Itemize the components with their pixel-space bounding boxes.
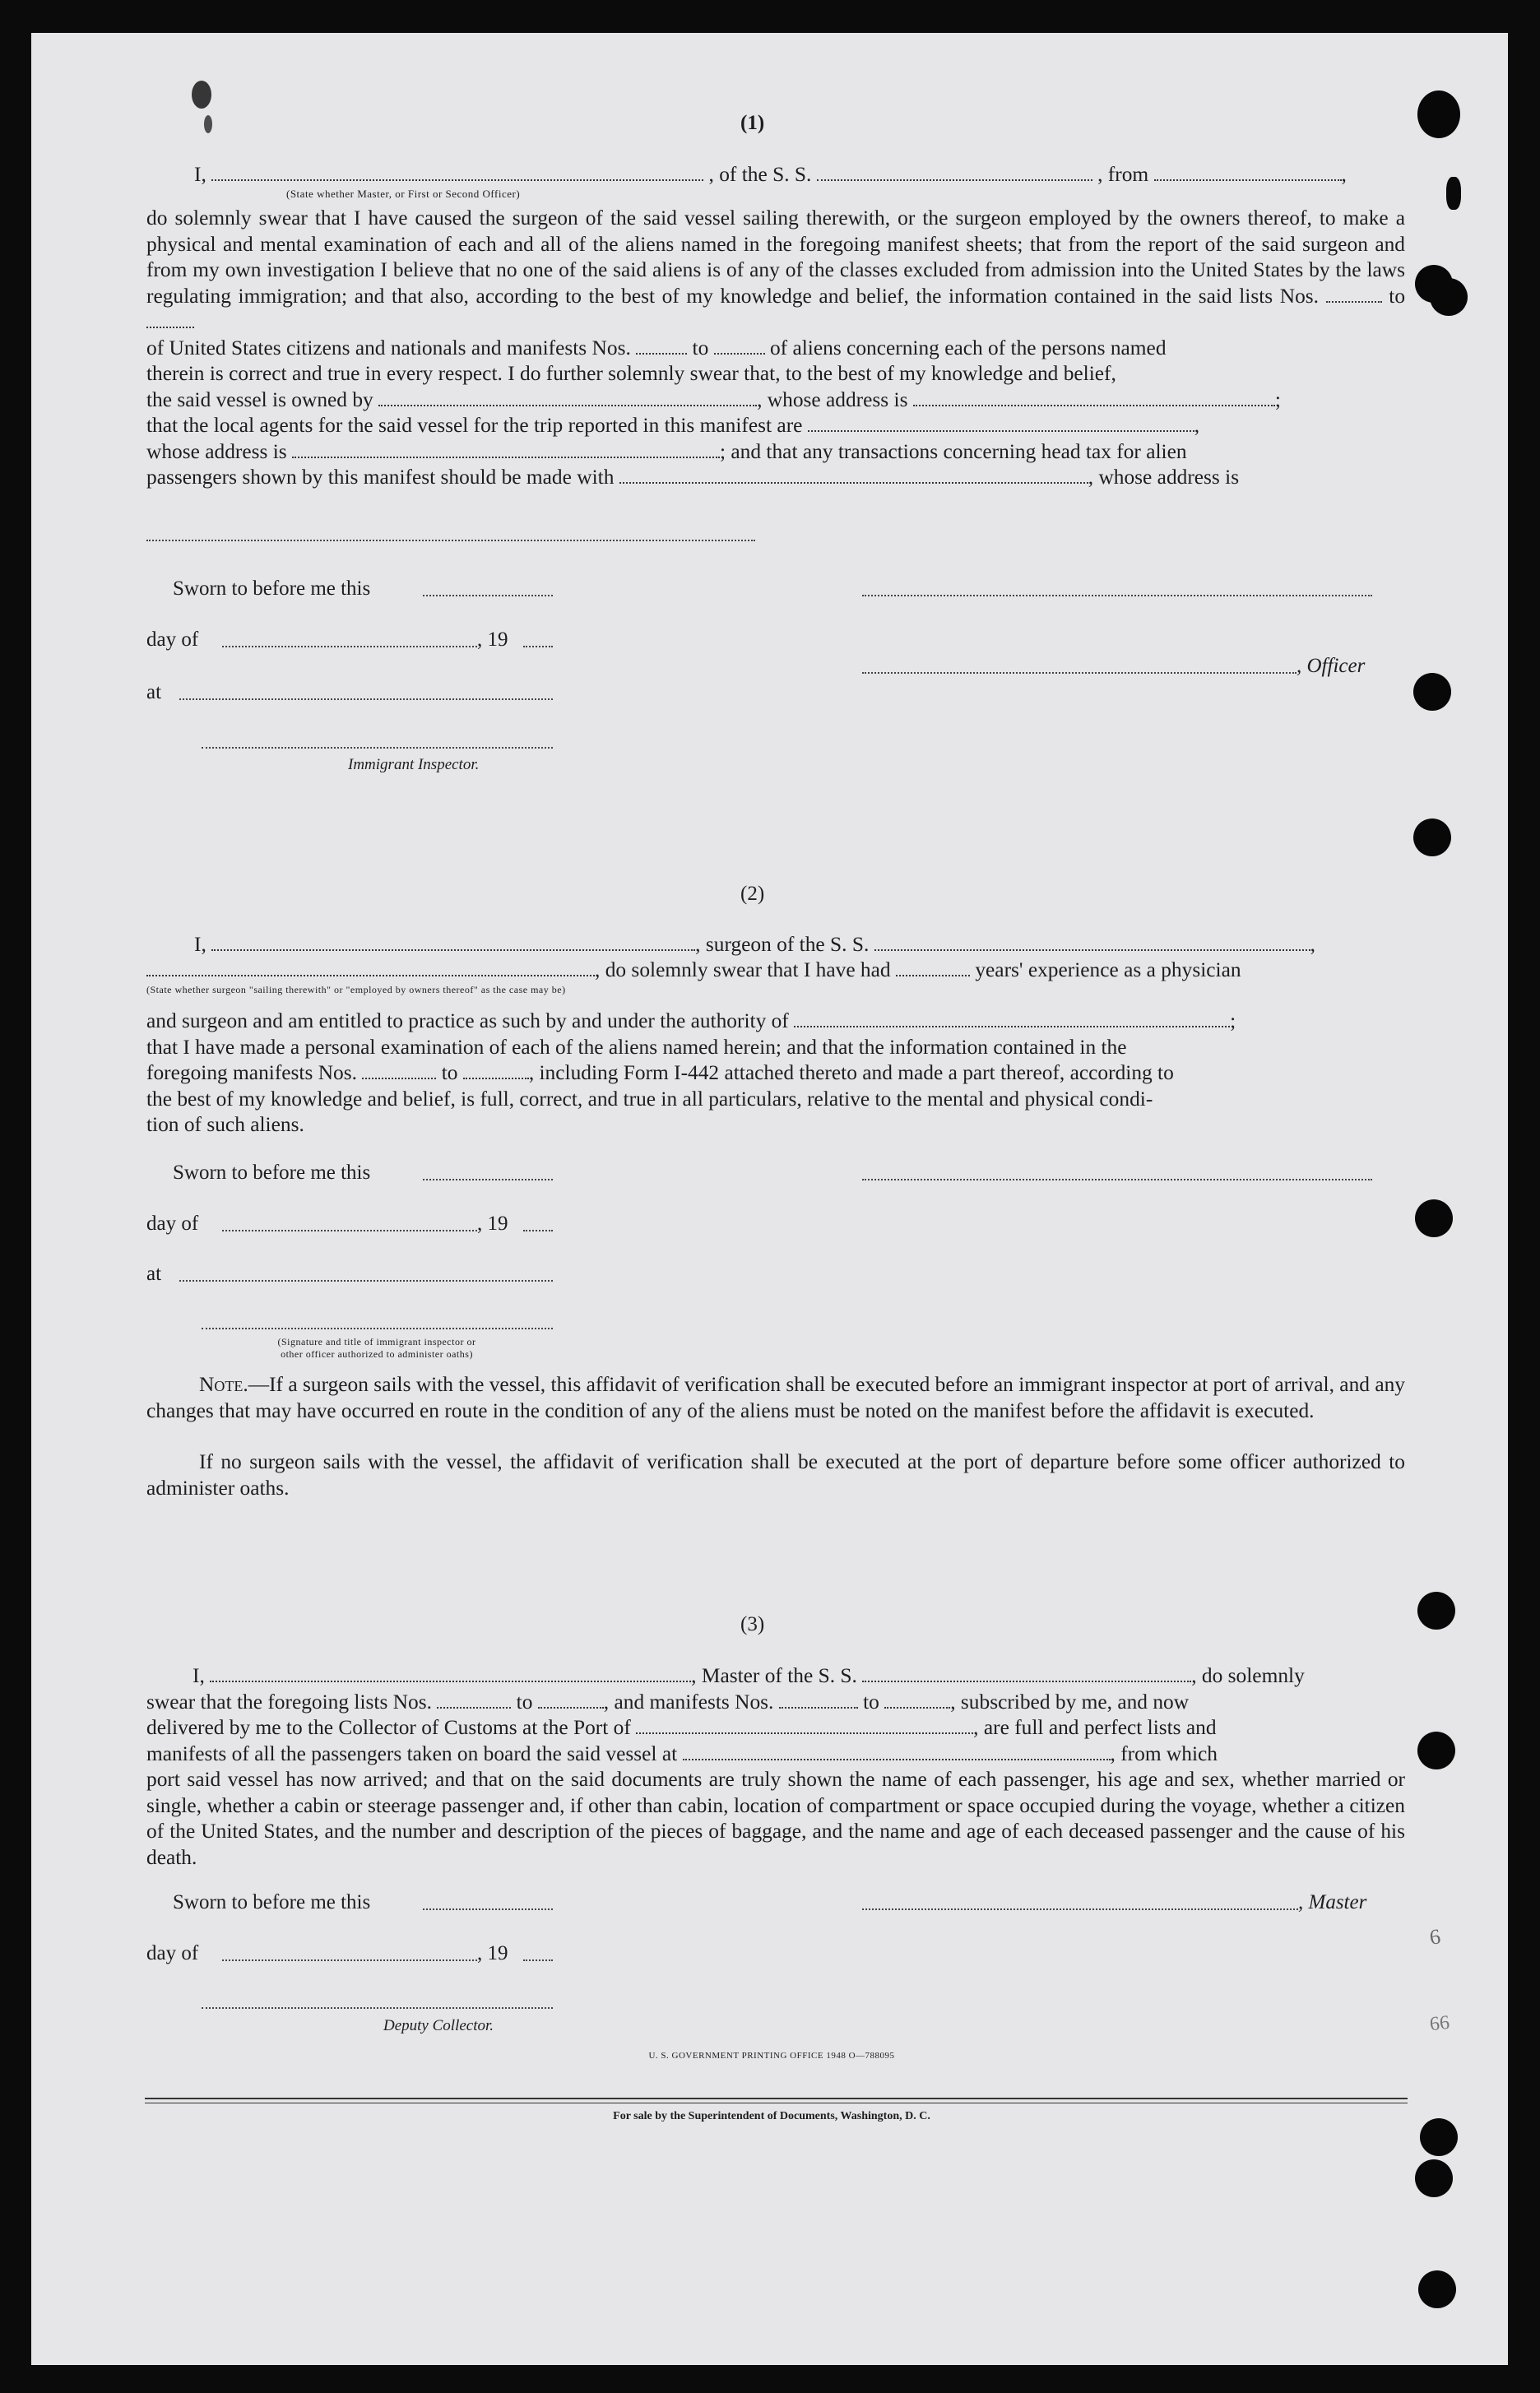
s2-to: to bbox=[441, 1061, 458, 1084]
s1-officer-name-field[interactable] bbox=[211, 174, 703, 181]
s2-state-note: (State whether surgeon "sailing therewith" or "employed by owners thereof" as the case may be) bbox=[146, 984, 566, 995]
s1-comma: , bbox=[1194, 414, 1200, 437]
s1-officer-signature-field[interactable] bbox=[862, 595, 1372, 596]
s3-from-which: , from which bbox=[1110, 1741, 1218, 1765]
s3-body-text: port said vessel has now arrived; and that on the said documents are truly shown the name of each passenger, his age and sex, whether married or single, whether a cabin or steerage passenger and, if other than cabin, location of compartment or space occupied during the voyage, whether a citizen of the United States, and the number and description of the pieces of baggage, and the name and age of each deceased passenger and the cause of his death. bbox=[146, 1768, 1405, 1869]
binder-hole bbox=[1430, 278, 1468, 316]
s1-oath-body bbox=[146, 206, 1405, 491]
s1-agents-field[interactable] bbox=[808, 425, 1194, 432]
s3-do-solemnly: , do solemnly bbox=[1191, 1664, 1305, 1687]
s3-i: I, bbox=[192, 1664, 205, 1687]
s3-delivered: delivered by me to the Collector of Customs at the Port of bbox=[146, 1716, 631, 1739]
s3-day-of: day of bbox=[146, 1942, 199, 1964]
s1-to1: to bbox=[1389, 284, 1406, 308]
s3-master-name-field[interactable] bbox=[210, 1676, 691, 1682]
s3-and-manifests: , and manifests Nos. bbox=[603, 1690, 774, 1714]
s1-address-continuation-field[interactable] bbox=[146, 540, 755, 541]
s1-year: , 19 bbox=[477, 628, 508, 651]
s2-manifests-to-field[interactable] bbox=[463, 1073, 529, 1079]
s3-embark-port-field[interactable] bbox=[683, 1754, 1111, 1760]
s2-vessel-field[interactable] bbox=[874, 944, 1310, 951]
s1-inspector-label: Immigrant Inspector. bbox=[348, 756, 480, 773]
s2-i: I, bbox=[194, 933, 206, 956]
s1-body3: therein is correct and true in every respect. I do further solemnly swear that, to the best of my knowledge and belief, bbox=[146, 362, 1116, 385]
s3-year-field[interactable] bbox=[523, 1959, 553, 1961]
s1-sworn: Sworn to before me this bbox=[173, 577, 371, 600]
s2-experience-line bbox=[146, 958, 1241, 983]
ink-smudge bbox=[204, 115, 212, 133]
s1-passengers: passengers shown by this manifest should be made with bbox=[146, 466, 615, 489]
s2-foregoing: foregoing manifests Nos. bbox=[146, 1061, 357, 1084]
section-1-number: (1) bbox=[740, 112, 765, 134]
s1-officer-label: , Officer bbox=[1296, 655, 1366, 677]
s1-agents: that the local agents for the said vessel for the trip reported in this manifest are bbox=[146, 414, 803, 437]
s3-port-field[interactable] bbox=[636, 1728, 973, 1734]
s2-tion: tion of such aliens. bbox=[146, 1113, 304, 1136]
s1-semicolon: ; bbox=[1274, 387, 1281, 411]
s2-at-field[interactable] bbox=[179, 1280, 553, 1282]
binder-hole bbox=[1417, 90, 1460, 138]
s3-subscribed: , subscribed by me, and now bbox=[950, 1690, 1190, 1714]
s2-year: , 19 bbox=[477, 1213, 508, 1235]
s3-sworn-day-field[interactable] bbox=[423, 1908, 553, 1910]
s3-lists-from-field[interactable] bbox=[437, 1702, 511, 1709]
s1-vessel-name-field[interactable] bbox=[817, 174, 1092, 181]
binder-hole bbox=[1415, 2159, 1453, 2197]
s1-to2: to bbox=[692, 336, 709, 359]
s3-master-signature-field[interactable] bbox=[862, 1908, 1298, 1910]
s1-of-ss: , of the S. S. bbox=[708, 163, 812, 186]
s1-owner-field[interactable] bbox=[378, 400, 757, 406]
s3-collector-label: Deputy Collector. bbox=[383, 2017, 494, 2034]
s1-head-tax-party-field[interactable] bbox=[619, 477, 1088, 484]
s3-sworn: Sworn to before me this bbox=[173, 1891, 371, 1913]
s1-body2b: of aliens concerning each of the persons named bbox=[769, 336, 1167, 359]
section-2-number: (2) bbox=[740, 883, 765, 905]
s1-officer-title-field[interactable] bbox=[862, 672, 1296, 674]
s1-body-text: do solemnly swear that I have caused the surgeon of the said vessel sailing therewith, or the surgeon employed by the owners thereof, to make a physical and mental examination of each and all of the aliens named in the foregoing manifest sheets; that from the report of the said surgeon and from my own investigation I believe that no one of the said aliens is of any of the classes excluded from admission into the United States by the laws regulating immigration; and that also, according to the best of my knowledge and belief, the information contained in the said lists Nos. bbox=[146, 206, 1405, 308]
s2-surgeon-line bbox=[194, 932, 1315, 958]
s2-day-of: day of bbox=[146, 1213, 199, 1235]
s1-end-comma: , bbox=[1341, 163, 1347, 186]
footer-rule-1 bbox=[145, 2098, 1408, 2099]
s3-master-label: , Master bbox=[1298, 1891, 1367, 1913]
s1-lists-from-field[interactable] bbox=[1326, 296, 1382, 303]
s2-surgeon-name-field[interactable] bbox=[211, 944, 695, 951]
binder-hole bbox=[1413, 673, 1451, 711]
s3-lists-to-field[interactable] bbox=[538, 1702, 604, 1709]
s1-manifest-from-field[interactable] bbox=[636, 348, 687, 355]
s3-year: , 19 bbox=[477, 1942, 508, 1964]
s1-owner-address-field[interactable] bbox=[913, 400, 1275, 406]
s1-officer-line bbox=[194, 162, 1347, 188]
s2-at: at bbox=[146, 1263, 162, 1285]
margin-mark-2: 66 bbox=[1428, 2011, 1451, 2036]
s2-years: years' experience as a physician bbox=[975, 958, 1241, 981]
s2-note-label: Note. bbox=[199, 1373, 248, 1396]
s3-manifests-to-field[interactable] bbox=[884, 1702, 950, 1709]
s1-officer-note: (State whether Master, or First or Second Officer) bbox=[286, 188, 521, 200]
s3-manifests-all: manifests of all the passengers taken on board the said vessel at bbox=[146, 1741, 678, 1765]
binder-hole bbox=[1413, 819, 1451, 856]
s2-month-field[interactable] bbox=[222, 1230, 477, 1231]
s1-whose-address-2: whose address is bbox=[146, 439, 287, 463]
s3-master-of: , Master of the S. S. bbox=[691, 1664, 857, 1687]
s2-surgeon-of: , surgeon of the S. S. bbox=[695, 933, 870, 956]
s2-surgeon-status-field[interactable] bbox=[146, 970, 595, 976]
s3-swear-lists: swear that the foregoing lists Nos. bbox=[146, 1690, 432, 1714]
s1-owned-by: the said vessel is owned by bbox=[146, 387, 373, 411]
margin-mark-1: 6 bbox=[1427, 1924, 1442, 1950]
section-3-number: (3) bbox=[740, 1613, 765, 1635]
s3-to1: to bbox=[516, 1690, 533, 1714]
s2-including: , including Form I-442 attached thereto and made a part thereof, according to bbox=[528, 1061, 1174, 1084]
s1-manifest-to-field[interactable] bbox=[714, 348, 765, 355]
binder-hole bbox=[1420, 2118, 1458, 2156]
ink-smudge bbox=[1446, 177, 1461, 210]
s3-manifests-from-field[interactable] bbox=[779, 1702, 858, 1709]
gpo-imprint: U. S. GOVERNMENT PRINTING OFFICE 1948 O—788095 bbox=[648, 2051, 895, 2061]
s2-note-text: —If a surgeon sails with the vessel, this affidavit of verification shall be executed before an immigrant inspector at port of arrival, and any changes that may have occurred en route in the condition of any of the aliens must be noted on the manifest before the affidavit is executed. bbox=[146, 1373, 1405, 1422]
s2-years-field[interactable] bbox=[896, 970, 970, 976]
s1-agents-address-field[interactable] bbox=[292, 452, 720, 458]
s2-inspector-signature-field[interactable] bbox=[202, 1328, 553, 1329]
s1-inspector-signature-field[interactable] bbox=[202, 747, 553, 749]
for-sale-line: For sale by the Superintendent of Documents, Washington, D. C. bbox=[613, 2110, 930, 2122]
s2-note bbox=[146, 1372, 1405, 1424]
binder-hole bbox=[1415, 1199, 1453, 1237]
s1-at: at bbox=[146, 681, 162, 703]
s2-sig-note-1: (Signature and title of immigrant inspector or bbox=[277, 1336, 476, 1347]
s1-day-of: day of bbox=[146, 628, 199, 651]
s1-month-field[interactable] bbox=[222, 646, 477, 647]
binder-hole bbox=[1417, 1732, 1455, 1769]
s2-note2: If no surgeon sails with the vessel, the affidavit of verification shall be executed at the port of departure before some officer authorized to administer oaths. bbox=[146, 1450, 1405, 1500]
form-page bbox=[31, 33, 1508, 2365]
s1-lists-to-field[interactable] bbox=[146, 322, 194, 328]
s1-from-port-field[interactable] bbox=[1154, 174, 1342, 181]
s2-year-field[interactable] bbox=[523, 1230, 553, 1231]
s1-whose-address-3: , whose address is bbox=[1088, 466, 1240, 489]
s2-authority: and surgeon and am entitled to practice as such by and under the authority of bbox=[146, 1009, 789, 1032]
s2-semicolon: ; bbox=[1230, 1009, 1236, 1032]
s2-sig-note-2: other officer authorized to administer oaths) bbox=[281, 1348, 473, 1360]
s1-from: , from bbox=[1097, 163, 1149, 186]
s2-swear: , do solemnly swear that I have had bbox=[595, 958, 891, 981]
s1-head-tax: ; and that any transactions concerning head tax for alien bbox=[720, 439, 1187, 463]
s1-at-field[interactable] bbox=[179, 698, 553, 700]
s3-oath-body bbox=[146, 1663, 1405, 1871]
s3-vessel-field[interactable] bbox=[862, 1676, 1191, 1682]
s1-i: I, bbox=[194, 163, 206, 186]
s1-sworn-day-field[interactable] bbox=[423, 595, 553, 596]
s3-full-lists: , are full and perfect lists and bbox=[973, 1716, 1217, 1739]
s1-body2a: of United States citizens and nationals and manifests Nos. bbox=[146, 336, 631, 359]
s2-sworn: Sworn to before me this bbox=[173, 1162, 371, 1184]
s1-year-field[interactable] bbox=[523, 646, 553, 647]
s2-oath-body bbox=[146, 1009, 1405, 1139]
s2-surgeon-signature-field[interactable] bbox=[862, 1179, 1372, 1180]
s2-exam: that I have made a personal examination of each of the aliens named herein; and that the information contained in the bbox=[146, 1035, 1127, 1059]
ink-smudge bbox=[192, 81, 211, 109]
s3-to2: to bbox=[863, 1690, 879, 1714]
s2-end: , bbox=[1310, 933, 1316, 956]
s2-authority-field[interactable] bbox=[794, 1021, 1230, 1027]
s3-collector-signature-field[interactable] bbox=[202, 2007, 553, 2009]
s1-whose-address-1: , whose address is bbox=[757, 387, 908, 411]
s3-month-field[interactable] bbox=[222, 1959, 477, 1961]
binder-hole bbox=[1417, 1592, 1455, 1630]
binder-hole bbox=[1418, 2270, 1456, 2308]
s2-sworn-day-field[interactable] bbox=[423, 1179, 553, 1180]
s2-manifests-from-field[interactable] bbox=[362, 1073, 436, 1079]
s2-best: the best of my knowledge and belief, is full, correct, and true in all particulars, relative to the mental and physical condi- bbox=[146, 1087, 1153, 1111]
